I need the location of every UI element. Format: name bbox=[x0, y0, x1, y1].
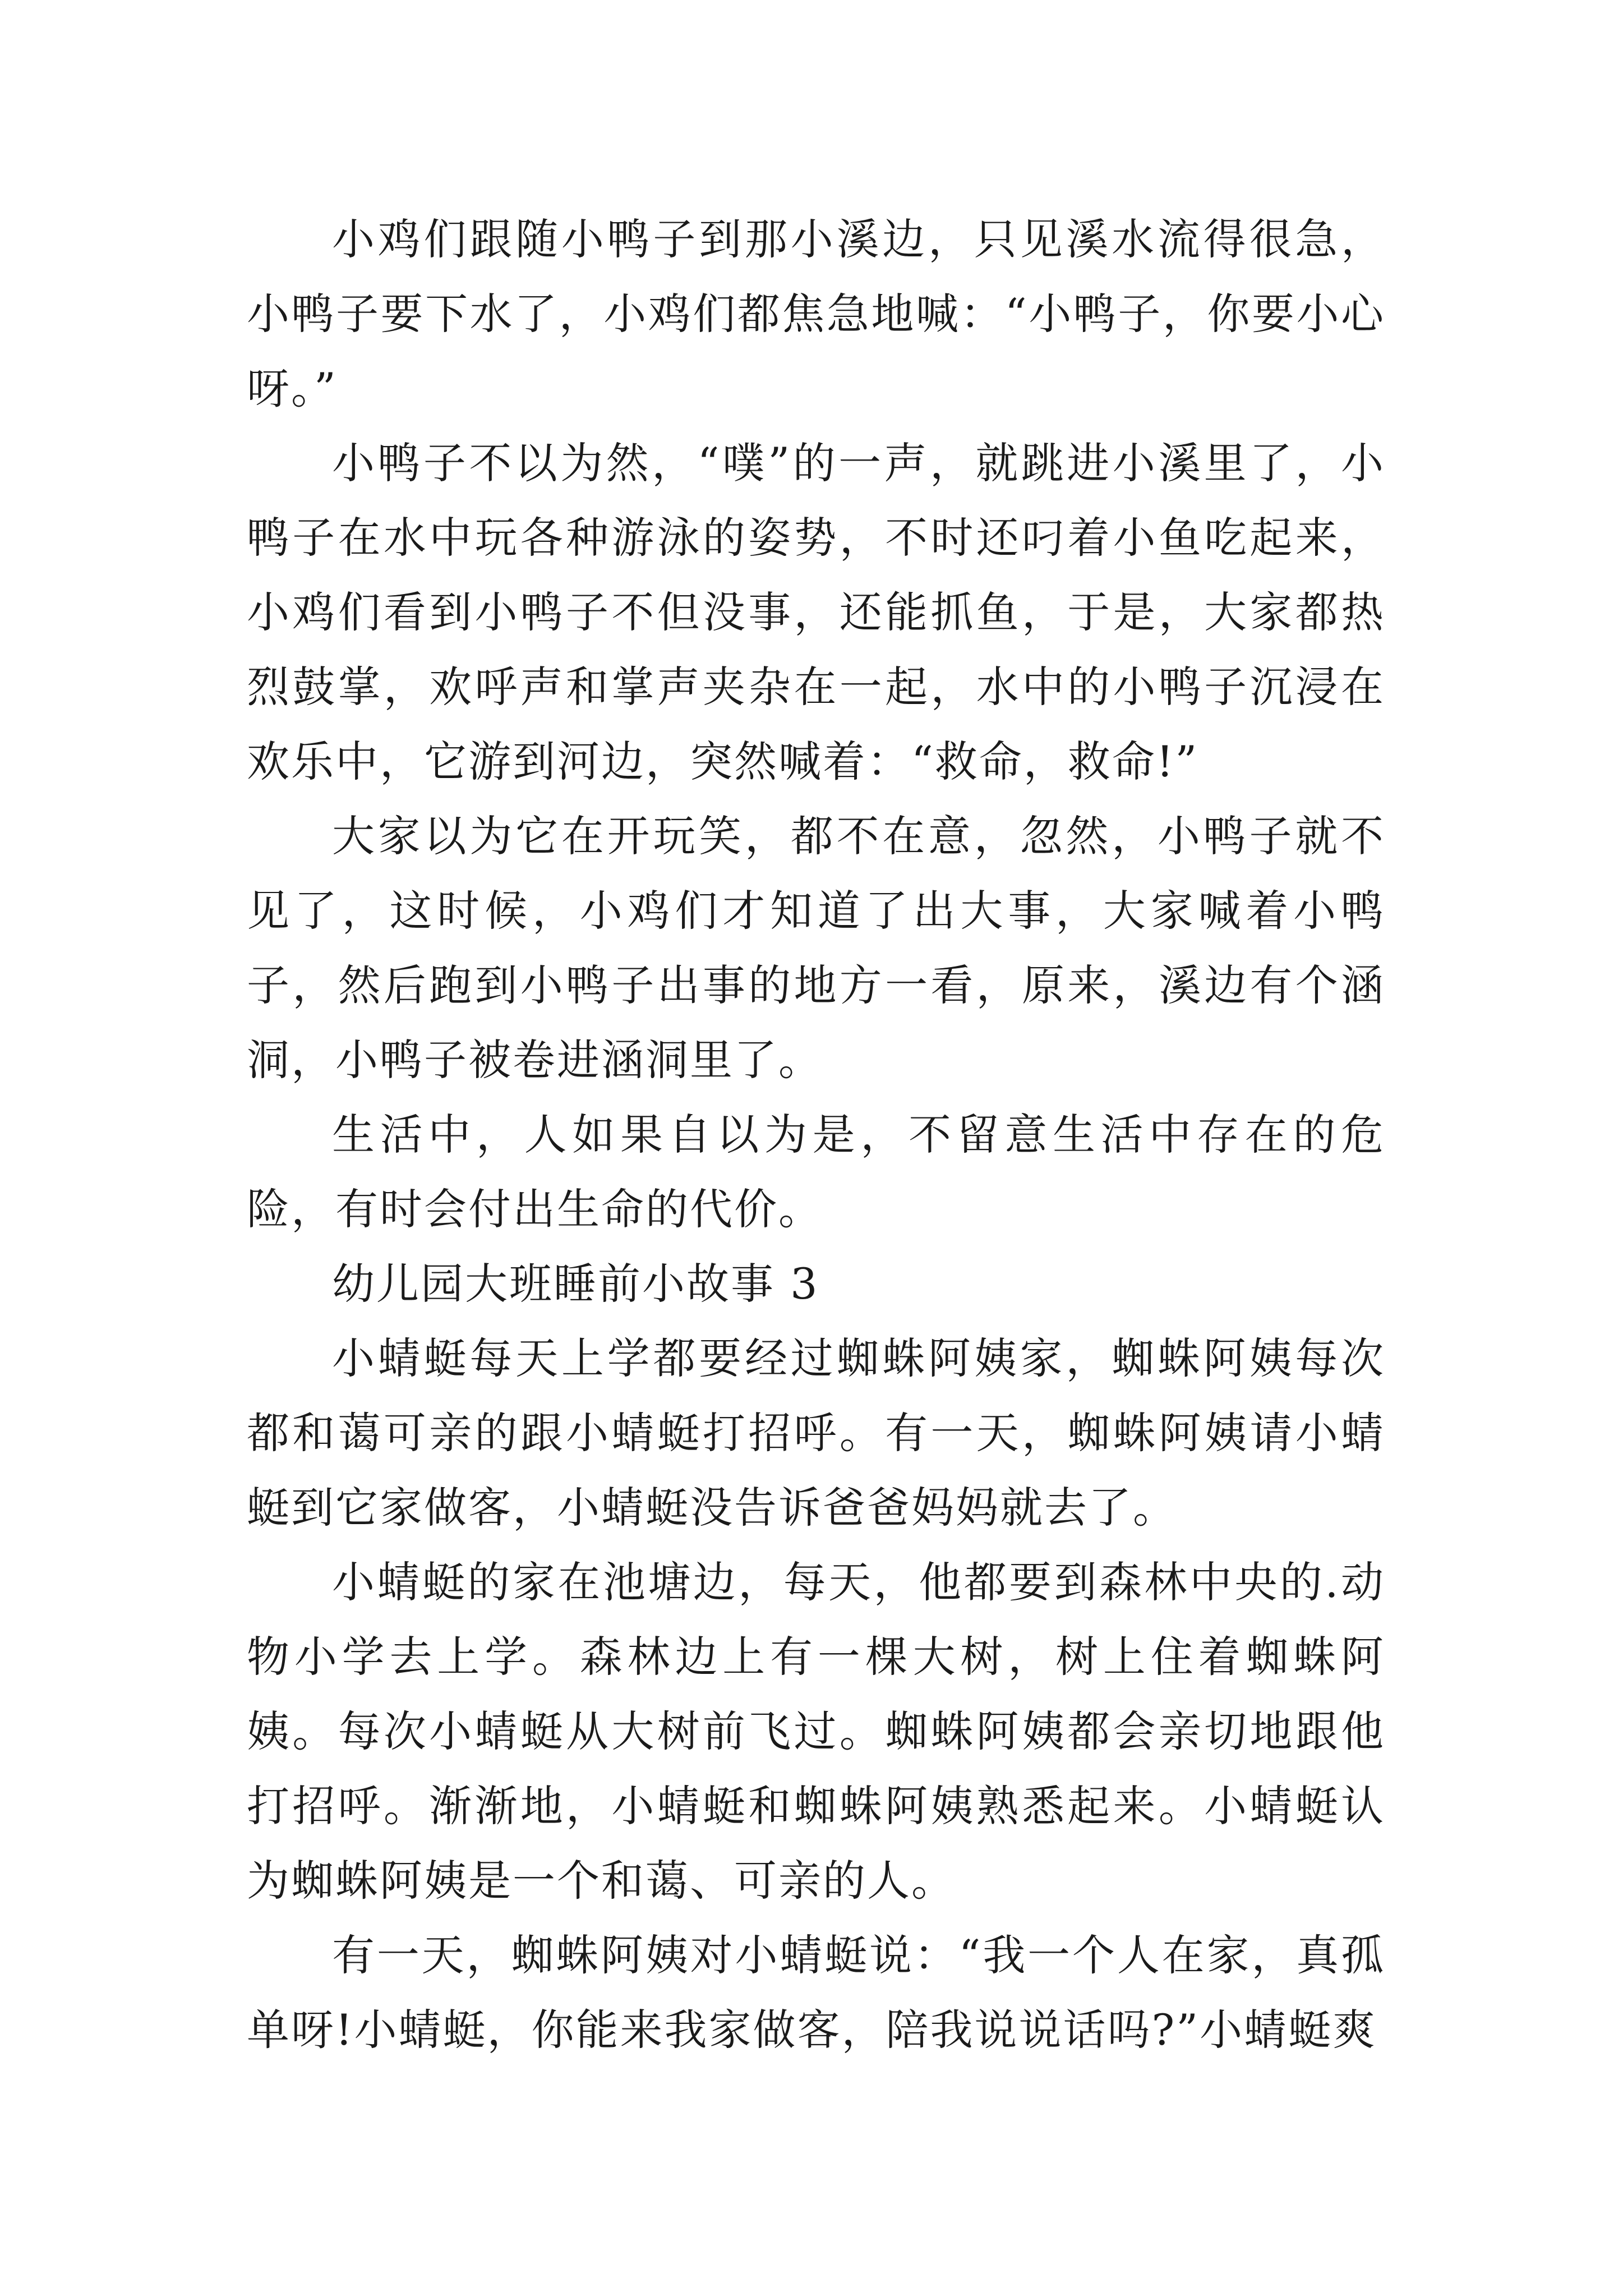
paragraph: 小蜻蜓的家在池塘边，每天，他都要到森林中央的.动物小学去上学。森林边上有一棵大树，树上住着蜘蛛阿姨。每次小蜻蜓从大树前飞过。蜘蛛阿姨都会亲切地跟他打招呼。渐渐地，小蜻蜓和蜘蛛阿姨熟悉起来。小蜻蜓认为蜘蛛阿姨是一个和蔼、可亲的人。 bbox=[247, 1557, 1385, 1906]
section-title: 幼儿园大班睡前小故事 3 bbox=[332, 1259, 819, 1309]
paragraph: 生活中，人如果自以为是，不留意生活中存在的危险，有时会付出生命的代价。 bbox=[247, 1110, 1385, 1234]
document-body bbox=[247, 202, 1385, 2067]
paragraph: 小蜻蜓每天上学都要经过蜘蛛阿姨家，蜘蛛阿姨每次都和蔼可亲的跟小蜻蜓打招呼。有一天，蜘蛛阿姨请小蜻蜓到它家做客，小蜻蜓没告诉爸爸妈妈就去了。 bbox=[247, 1333, 1385, 1533]
paragraph: 小鸭子不以为然，“噗”的一声，就跳进小溪里了，小鸭子在水中玩各种游泳的姿势，不时还叼着小鱼吃起来，小鸡们看到小鸭子不但没事，还能抓鱼，于是，大家都热烈鼓掌，欢呼声和掌声夹杂在一起，水中的小鸭子沉浸在欢乐中，它游到河边，突然喊着：“救命，救命!” bbox=[247, 438, 1385, 786]
paragraph: 大家以为它在开玩笑，都不在意，忽然，小鸭子就不见了，这时候，小鸡们才知道了出大事，大家喊着小鸭子，然后跑到小鸭子出事的地方一看，原来，溪边有个涵洞，小鸭子被卷进涵洞里了。 bbox=[247, 811, 1385, 1085]
paragraph: 有一天，蜘蛛阿姨对小蜻蜓说：“我一个人在家，真孤单呀!小蜻蜓，你能来我家做客，陪我说说话吗?”小蜻蜓爽 bbox=[247, 1930, 1385, 2055]
paragraph: 小鸡们跟随小鸭子到那小溪边，只见溪水流得很急，小鸭子要下水了，小鸡们都焦急地喊：“小鸭子，你要小心呀。” bbox=[247, 214, 1385, 413]
